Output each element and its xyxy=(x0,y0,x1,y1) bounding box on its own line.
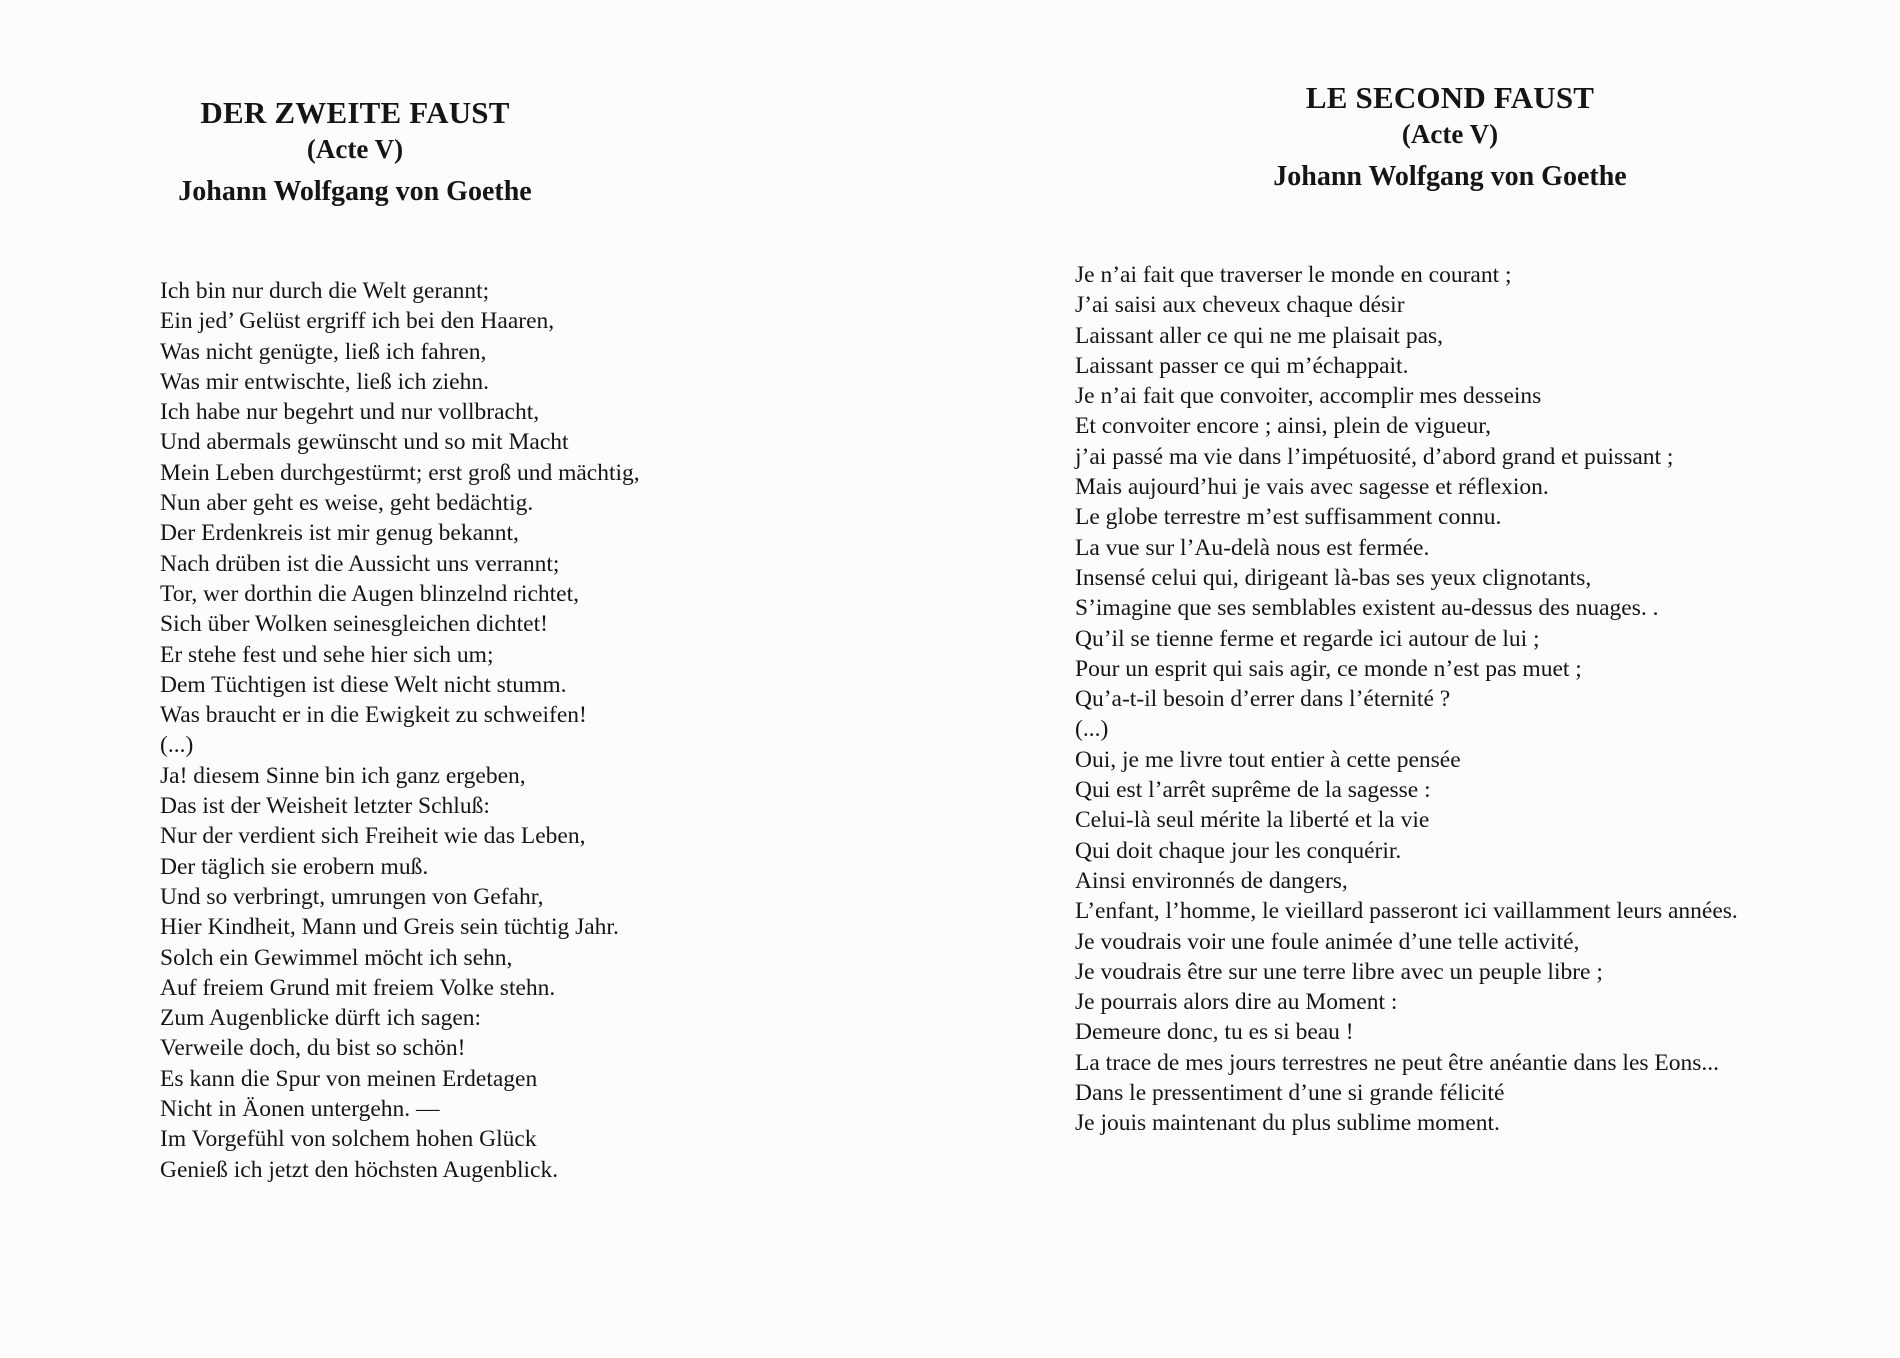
poem-line: Tor, wer dorthin die Augen blinzelnd richtet, xyxy=(160,580,579,607)
poem-line: L’enfant, l’homme, le vieillard passeront ici vaillamment leurs années. xyxy=(1075,898,1738,925)
poem-line: Mein Leben durchgestürmt; erst groß und mächtig, xyxy=(160,459,640,486)
poem-line: S’imagine que ses semblables existent au-dessus des nuages. . xyxy=(1075,595,1659,622)
german-title: DER ZWEITE FAUST xyxy=(200,95,510,130)
poem-line: Je n’ai fait que traverser le monde en courant ; xyxy=(1075,262,1512,288)
poem-line: Pour un esprit qui sais agir, ce monde n’est pas muet ; xyxy=(1075,655,1582,682)
poem-line: La trace de mes jours terrestres ne peut être anéantie dans les Eons... xyxy=(1075,1049,1720,1076)
poem-line: Nun aber geht es weise, geht bedächtig. xyxy=(160,490,534,517)
poem-line: Nach drüben ist die Aussicht uns verrannt; xyxy=(160,550,560,577)
poem-line: Ja! diesem Sinne bin ich ganz ergeben, xyxy=(160,762,526,789)
poem-line: (...) xyxy=(1075,716,1109,743)
poem-line: Und so verbringt, umrungen von Gefahr, xyxy=(160,883,544,910)
poem-line: Sich über Wolken seinesgleichen dichtet! xyxy=(160,611,548,638)
poem-line: Je pourrais alors dire au Moment : xyxy=(1075,989,1398,1016)
french-act-subtitle: (Acte V) xyxy=(1401,119,1499,149)
poem-line: Was mir entwischte, ließ ich ziehn. xyxy=(160,368,489,395)
poem-line: Qui est l’arrêt suprême de la sagesse : xyxy=(1075,777,1431,804)
poem-line: Laissant aller ce qui ne me plaisait pas, xyxy=(1075,322,1444,349)
poem-line: Auf freiem Grund mit freiem Volke stehn. xyxy=(160,974,556,1001)
poem-line: Dem Tüchtigen ist diese Welt nicht stumm. xyxy=(160,671,567,698)
poem-line: Das ist der Weisheit letzter Schluß: xyxy=(160,793,490,820)
french-author: Johann Wolfgang von Goethe xyxy=(1273,161,1627,192)
poem-line: Demeure donc, tu es si beau ! xyxy=(1075,1019,1354,1046)
poem-line: Solch ein Gewimmel möcht ich sehn, xyxy=(160,944,513,971)
poem-line: Ainsi environnés de dangers, xyxy=(1075,867,1348,894)
poem-line: Hier Kindheit, Mann und Greis sein tüchtig Jahr. xyxy=(160,914,619,941)
poem-line: (...) xyxy=(160,732,194,759)
poem-line: Ich habe nur begehrt und nur vollbracht, xyxy=(160,399,540,426)
poem-line: Zum Augenblicke dürft ich sagen: xyxy=(160,1005,482,1032)
german-poem xyxy=(160,276,640,1185)
poem-line: Der täglich sie erobern muß. xyxy=(160,853,429,880)
poem-line: Ein jed’ Gelüst ergriff ich bei den Haaren, xyxy=(160,308,555,335)
poem-line: Je voudrais voir une foule animée d’une telle activité, xyxy=(1075,928,1580,955)
poem-line: Laissant passer ce qui m’échappait. xyxy=(1075,352,1409,379)
french-title: LE SECOND FAUST xyxy=(1305,80,1595,115)
poem-line: Er stehe fest und sehe hier sich um; xyxy=(160,641,494,668)
poem-line: Qui doit chaque jour les conquérir. xyxy=(1075,837,1402,864)
poem-line: Dans le pressentiment d’une si grande félicité xyxy=(1075,1080,1505,1107)
french-poem xyxy=(1075,260,1738,1139)
poem-line: j’ai passé ma vie dans l’impétuosité, d’abord grand et puissant ; xyxy=(1075,443,1674,470)
poem-line: Je jouis maintenant du plus sublime moment. xyxy=(1075,1110,1500,1137)
poem-line: Ich bin nur durch die Welt gerannt; xyxy=(160,278,490,304)
poem-line: Genieß ich jetzt den höchsten Augenblick. xyxy=(160,1156,559,1183)
poem-line: Et convoiter encore ; ainsi, plein de vigueur, xyxy=(1075,413,1492,440)
poem-line: Nicht in Äonen untergehn. — xyxy=(160,1096,440,1123)
poem-line: Qu’il se tienne ferme et regarde ici autour de lui ; xyxy=(1075,625,1540,652)
poem-line: Je voudrais être sur une terre libre avec un peuple libre ; xyxy=(1075,958,1603,985)
poem-line: Celui-là seul mérite la liberté et la vie xyxy=(1075,807,1430,834)
poem-line: Verweile doch, du bist so schön! xyxy=(160,1035,466,1062)
poem-line: Qu’a-t-il besoin d’errer dans l’éternité ? xyxy=(1075,686,1451,713)
poem-line: Was nicht genügte, ließ ich fahren, xyxy=(160,338,487,365)
poem-line: La vue sur l’Au-delà nous est fermée. xyxy=(1075,534,1430,561)
poem-line: Was braucht er in die Ewigkeit zu schweifen! xyxy=(160,702,587,729)
poem-line: Je n’ai fait que convoiter, accomplir mes desseins xyxy=(1075,383,1542,410)
french-page xyxy=(950,0,1900,1358)
poem-line: Oui, je me livre tout entier à cette pensée xyxy=(1075,746,1461,773)
poem-line: Es kann die Spur von meinen Erdetagen xyxy=(160,1065,538,1092)
poem-line: Und abermals gewünscht und so mit Macht xyxy=(160,429,569,456)
poem-line: Mais aujourd’hui je vais avec sagesse et réflexion. xyxy=(1075,474,1549,501)
poem-line: Le globe terrestre m’est suffisamment connu. xyxy=(1075,504,1502,531)
poem-line: J’ai saisi aux cheveux chaque désir xyxy=(1075,292,1405,319)
poem-line: Im Vorgefühl von solchem hohen Glück xyxy=(160,1126,537,1153)
german-author: Johann Wolfgang von Goethe xyxy=(178,176,532,207)
poem-line: Nur der verdient sich Freiheit wie das Leben, xyxy=(160,823,586,850)
german-act-subtitle: (Acte V) xyxy=(306,134,404,164)
poem-line: Der Erdenkreis ist mir genug bekannt, xyxy=(160,520,519,547)
poem-line: Insensé celui qui, dirigeant là-bas ses yeux clignotants, xyxy=(1075,564,1592,591)
